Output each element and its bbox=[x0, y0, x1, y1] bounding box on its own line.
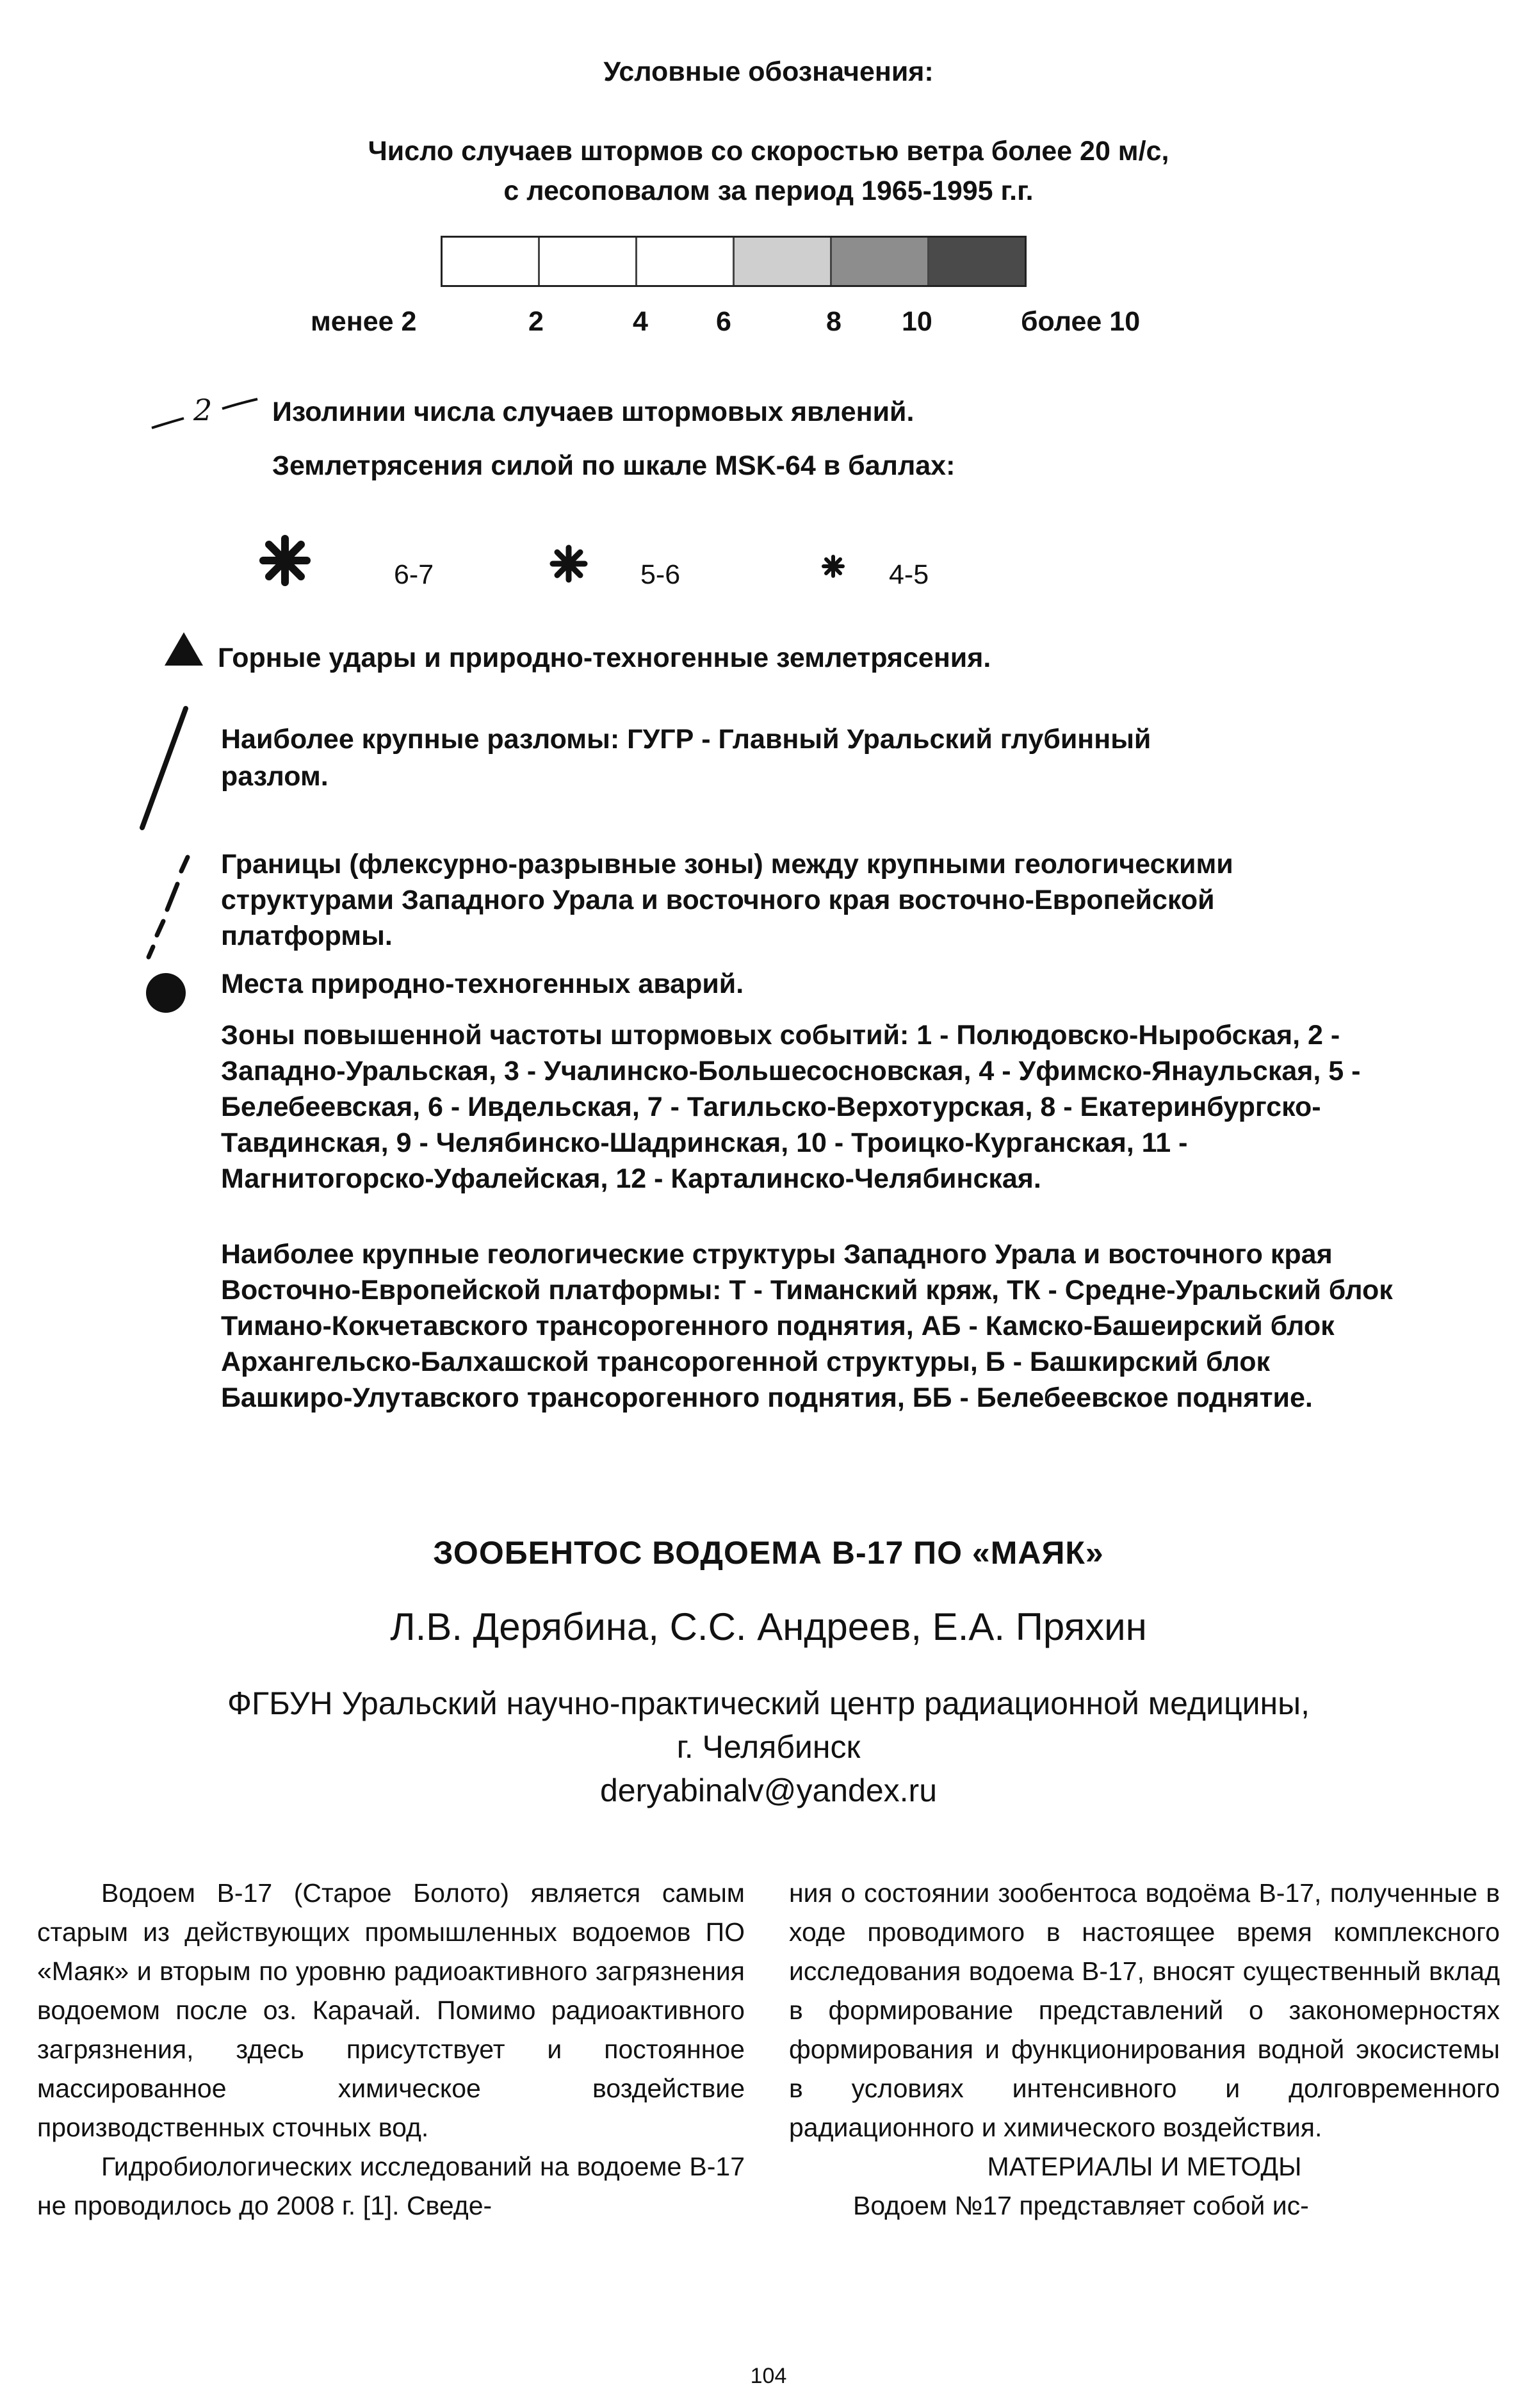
legend-title: Условные обозначения: bbox=[603, 56, 934, 87]
paragraph: Гидробиологических исследований на водоеме В-17 не проводилось до 2008 г. [1]. Сведе- bbox=[37, 2152, 745, 2220]
storm-caption-line1: Число случаев штормов со скоростью ветра более 20 м/с, bbox=[368, 136, 1169, 167]
scale-label: 6 bbox=[716, 306, 731, 337]
author-email: deryabinalv@yandex.ru bbox=[599, 1773, 938, 1808]
scale-label: более 10 bbox=[1021, 306, 1141, 337]
article-affiliation bbox=[0, 1682, 1537, 1812]
affiliation-line2: г. Челябинск bbox=[676, 1729, 861, 1765]
earthquake-medium-icon bbox=[549, 545, 588, 583]
storm-scale-bar bbox=[441, 236, 1027, 287]
earthquake-level: 6-7 bbox=[394, 559, 434, 590]
section-heading: МАТЕРИАЛЫ И МЕТОДЫ bbox=[987, 2152, 1302, 2181]
fault-text-line1: Наиболее крупные разломы: ГУГР - Главный Уральский глубинный bbox=[221, 724, 1151, 755]
paragraph: Водоем №17 представляет собой ис- bbox=[853, 2191, 1309, 2220]
scale-cell bbox=[637, 238, 735, 285]
affiliation-line1: ФГБУН Уральский научно-практический центр радиационной медицины, bbox=[227, 1685, 1310, 1721]
boundary-dashed-icon bbox=[131, 852, 195, 961]
earthquake-text: Землетрясения силой по шкале MSK-64 в баллах: bbox=[272, 450, 956, 481]
earthquake-level: 5-6 bbox=[640, 559, 681, 590]
accident-dot-icon bbox=[143, 971, 188, 1015]
scale-label: 10 bbox=[902, 306, 932, 337]
left-column bbox=[37, 1874, 745, 2225]
scale-cell bbox=[540, 238, 637, 285]
earthquake-level: 4-5 bbox=[889, 559, 929, 590]
page-number: 104 bbox=[750, 2364, 787, 2388]
scale-label: менее 2 bbox=[311, 306, 417, 337]
right-column bbox=[789, 1874, 1500, 2225]
fault-text-line2: разлом. bbox=[221, 761, 329, 792]
paragraph: Водоем В-17 (Старое Болото) является самым старым из действующих промышленных водоемов ПО «Маяк» и вторым по уровню радиоактивного загрязнения водоемом после оз. Карачай. Помимо радиоактивного загрязнения, здесь присутствует и постоянное массированное химическое воздействие производственных сточных вод. bbox=[37, 1878, 745, 2142]
mountain-shock-text: Горные удары и природно-техногенные землетрясения. bbox=[218, 643, 991, 673]
paragraph: ния о состоянии зообентоса водоёма В-17, полученные в ходе проводимого в настоящее время комплексного исследования водоема В-17, вносят существенный вклад в формирование представлений о закономерностях формирования и функционирования водной экосистемы в условиях интенсивного и долговременного радиационного и химического воздействия. bbox=[789, 1878, 1500, 2142]
boundary-text-line3: платформы. bbox=[221, 921, 393, 951]
storm-caption bbox=[0, 131, 1537, 211]
scale-cell bbox=[443, 238, 540, 285]
scale-label: 4 bbox=[633, 306, 648, 337]
article-title: ЗООБЕНТОС ВОДОЕМА В-17 ПО «МАЯК» bbox=[433, 1535, 1104, 1571]
scale-cell bbox=[929, 238, 1025, 285]
isoline-label: 2 bbox=[193, 393, 213, 427]
article-authors: Л.В. Дерябина, С.С. Андреев, Е.А. Пряхин bbox=[390, 1605, 1147, 1648]
scale-label: 2 bbox=[528, 306, 544, 337]
isoline-symbol-icon bbox=[149, 383, 264, 434]
boundary-text-line1: Границы (флексурно-разрывные зоны) между крупными геологическими bbox=[221, 849, 1233, 880]
earthquake-large-icon bbox=[259, 535, 311, 586]
geological-structures-text: Наиболее крупные геологические структуры Западного Урала и восточного края Восточно-Европейской платформы: Т - Тиманский кряж, ТК - Средне-Уральский блок Тимано-Кокчетавского трансорогенного поднятия, АБ - Камско-Башеирский блок Архангельско-Балхашской трансорогенной структуры, Б - Башкирский блок Башкиро-Улутавского трансорогенного поднятия, ББ - Белебеевское поднятие. bbox=[221, 1239, 1393, 1413]
fault-line-icon bbox=[128, 705, 205, 833]
earthquake-small-icon bbox=[822, 555, 845, 578]
scale-cell bbox=[832, 238, 929, 285]
storm-caption-line2: с лесоповалом за период 1965-1995 г.г. bbox=[503, 176, 1034, 206]
boundary-text-line2: структурами Западного Урала и восточного края восточно-Европейской bbox=[221, 885, 1215, 915]
triangle-icon bbox=[163, 631, 204, 667]
scale-cell bbox=[735, 238, 832, 285]
storm-zones-text: Зоны повышенной частоты штормовых событий: 1 - Полюдовско-Ныробская, 2 - Западно-Уральская, 3 - Учалинско-Большесосновская, 4 - Уфимско-Янаульская, 5 - Белебеевская, 6 - Ивдельская, 7 - Тагильско-Верхотурская, 8 - Екатеринбургско-Тавдинская, 9 - Челябинско-Шадринская, 10 - Троицко-Курганская, 11 - Магнитогорско-Уфалейская, 12 - Карталинско-Челябинская. bbox=[221, 1020, 1361, 1194]
isoline-text: Изолинии числа случаев штормовых явлений. bbox=[272, 397, 915, 427]
scale-label: 8 bbox=[826, 306, 842, 337]
accident-text: Места природно-техногенных аварий. bbox=[221, 969, 744, 999]
